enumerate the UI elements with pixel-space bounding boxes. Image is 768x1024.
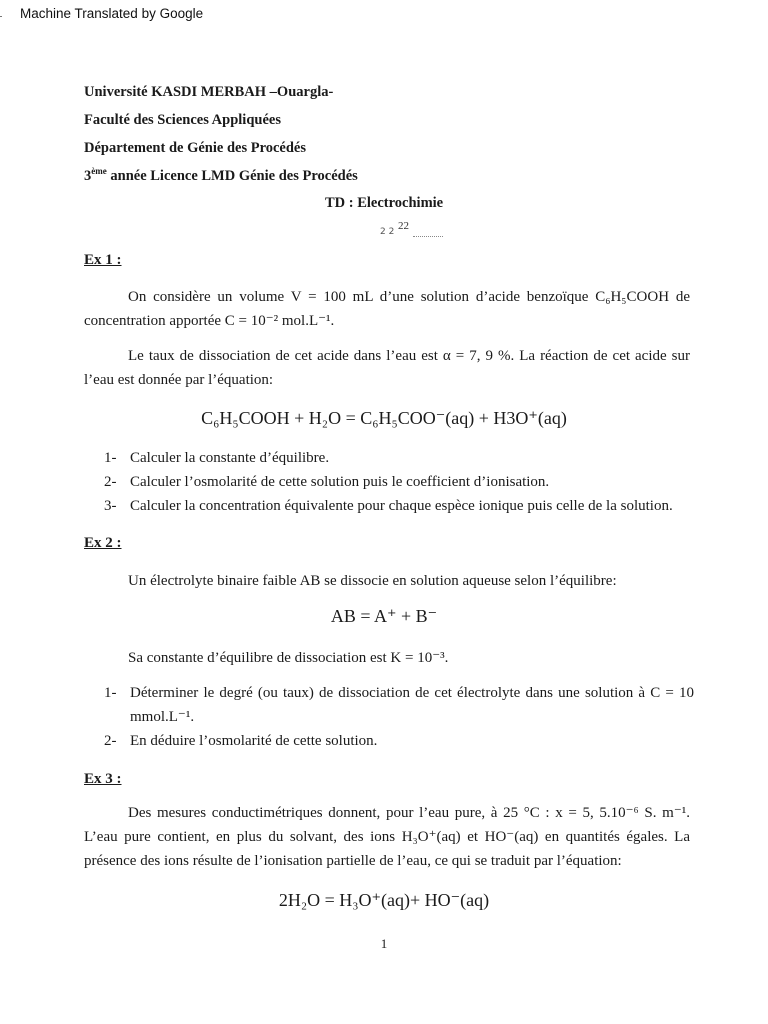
machine-translation-banner: Machine Translated by Google — [20, 6, 204, 21]
ex3-paragraph-1 — [84, 801, 690, 873]
ex1-p1-text: On considère un volume V = 100 mL d’une solution d’acide benzoïque C₆H₅COOH de concentration apportée C = 10⁻² mol.L⁻¹. — [84, 289, 690, 329]
ex1-q2-num: 2- — [104, 474, 117, 490]
ex2-questions — [104, 681, 694, 753]
ex2-paragraph-1 — [84, 569, 690, 593]
faculty-name: Faculté des Sciences Appliquées — [84, 112, 281, 128]
ex1-label: Ex 1 : — [84, 252, 122, 268]
ex1-question-1 — [104, 446, 694, 470]
ex1-question-3 — [104, 494, 694, 518]
ex3-p1-text: Des mesures conductimétriques donnent, pour l’eau pure, à 25 °C : x = 5, 5.10⁻⁶ S. m⁻¹. L’eau pure contient, en plus du solvant, des ions H₃O⁺(aq) et HO⁻(aq) en quantités égales. La présence des ions résulte de l’ionisation partielle de l’eau, ce qui se traduit par l’équation: — [84, 805, 690, 869]
ex2-q1-text: Déterminer le degré (ou taux) de dissociation de cet électrolyte dans une solution à C = 10 mmol.L⁻¹. — [130, 685, 694, 725]
ex1-questions — [104, 446, 694, 518]
document-title: TD : Electrochimie — [325, 195, 444, 211]
date-mark-sup: 22 — [398, 220, 409, 232]
program-level-number: 3 — [84, 167, 92, 184]
ex1-equation: C₆H₅COOH + H₂O = C₆H₅COO⁻(aq) + H3O⁺(aq) — [201, 408, 567, 428]
page-edge-mark — [0, 16, 2, 17]
ex1-q1-num: 1- — [104, 450, 117, 466]
ex2-q1-num: 1- — [104, 685, 117, 701]
handwritten-mark — [413, 233, 443, 237]
ex3-label: Ex 3 : — [84, 771, 122, 787]
ex2-q2-text: En déduire l’osmolarité de cette solution. — [130, 733, 378, 749]
ex2-p2-text: Sa constante d’équilibre de dissociation est K = 10⁻³. — [128, 650, 449, 666]
ex1-p2-text: Le taux de dissociation de cet acide dans l’eau est α = 7, 9 %. La réaction de cet acide sur l’eau est donnée par l’équation: — [84, 348, 690, 388]
ex1-q3-text: Calculer la concentration équivalente pour chaque espèce ionique puis celle de la solution. — [130, 498, 673, 514]
ex2-p1-text: Un électrolyte binaire faible AB se dissocie en solution aqueuse selon l’équilibre: — [128, 573, 617, 589]
university-name: Université KASDI MERBAH –Ouargla- — [84, 84, 334, 100]
ex1-paragraph-2 — [84, 344, 690, 392]
ex1-q1-text: Calculer la constante d’équilibre. — [130, 450, 330, 466]
ex1-question-2 — [104, 470, 694, 494]
ex2-paragraph-2 — [84, 646, 690, 670]
ex2-q2-num: 2- — [104, 733, 117, 749]
ex1-q2-text: Calculer l’osmolarité de cette solution puis le coefficient d’ionisation. — [130, 474, 550, 490]
program-level — [84, 166, 358, 185]
department-name: Département de Génie des Procédés — [84, 140, 307, 156]
ex2-question-2 — [104, 729, 694, 753]
program-level-sup: ème — [91, 166, 107, 176]
date-mark-small: 2 2 — [380, 227, 395, 237]
page-number: 1 — [380, 936, 388, 951]
ex1-q3-num: 3- — [104, 498, 117, 514]
ex1-paragraph-1 — [84, 285, 690, 333]
ex3-equation: 2H₂O = H₃O⁺(aq)+ HO⁻(aq) — [278, 890, 490, 910]
ex2-question-1 — [104, 681, 694, 729]
program-level-text: année Licence LMD Génie des Procédés — [106, 167, 358, 184]
ex2-equation: AB = A⁺ + B⁻ — [330, 606, 438, 626]
ex2-label: Ex 2 : — [84, 535, 122, 551]
